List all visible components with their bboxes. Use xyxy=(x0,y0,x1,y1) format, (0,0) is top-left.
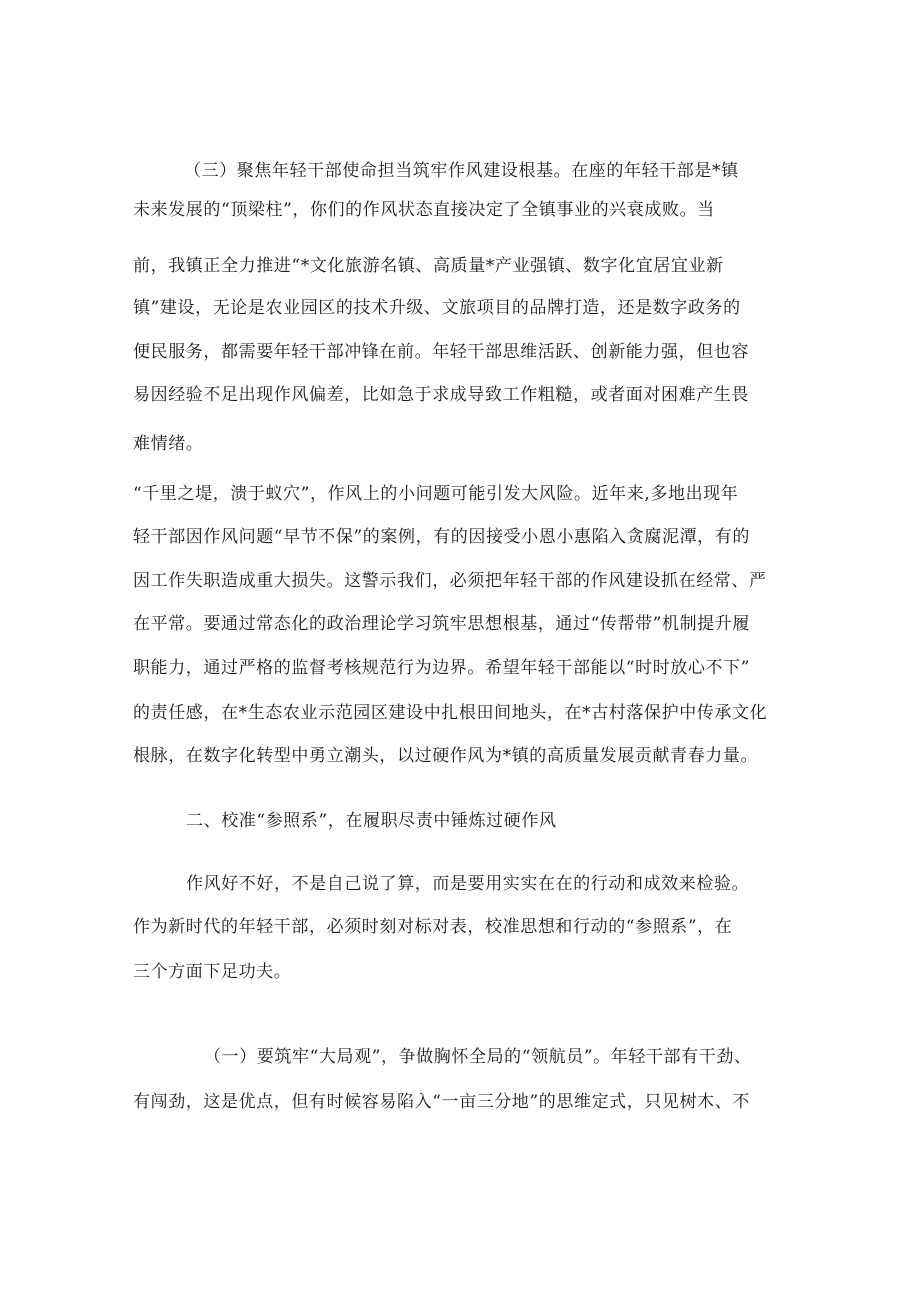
p1-line-5: 便民服务，都需要年轻干部冲锋在前。年轻干部思维活跃、创新能力强，但也容 xyxy=(133,342,749,362)
p1-line-3: 前，我镇正全力推进“*文化旅游名镇、高质量*产业强镇、数字化宜居宜业新 xyxy=(133,256,724,276)
p1-line-7: 难情绪。 xyxy=(133,434,204,454)
p4-line-2: 有闯劲，这是优点，但有时候容易陷入“一亩三分地”的思维定式，只见树木、不 xyxy=(133,1092,750,1112)
section-heading: 二、校准“参照系”，在履职尽责中锤炼过硬作风 xyxy=(186,811,557,831)
p2-line-4: 在平常。要通过常态化的政治理论学习筑牢思想根基，通过“传帮带”机制提升履 xyxy=(133,614,750,634)
p1-line-2: 未来发展的“顶梁柱”，你们的作风状态直接决定了全镇事业的兴衰成败。当 xyxy=(133,200,715,220)
p3-line-2: 作为新时代的年轻干部，必须时刻对标对表，校准思想和行动的“参照系”，在 xyxy=(133,917,733,937)
p1-line-1: （三）聚焦年轻干部使命担当筑牢作风建设根基。在座的年轻干部是*镇 xyxy=(184,161,739,181)
p2-line-5: 职能力，通过严格的监督考核规范行为边界。希望年轻干部能以“时时放心不下” xyxy=(133,658,750,678)
p4-line-1: （一）要筑牢“大局观”，争做胸怀全局的“领航员”。年轻干部有干劲、 xyxy=(204,1047,752,1067)
p2-line-3: 因工作失职造成重大损失。这警示我们，必须把年轻干部的作风建设抓在经常、严 xyxy=(133,571,767,591)
p3-line-1: 作风好不好，不是自己说了算，而是要用实实在在的行动和成效来检验。 xyxy=(186,874,750,894)
p1-line-6: 易因经验不足出现作风偏差，比如急于求成导致工作粗糙，或者面对困难产生畏 xyxy=(133,385,749,405)
p2-line-6: 的责任感，在*生态农业示范园区建设中扎根田间地头，在*古村落保护中传承文化 xyxy=(133,703,768,723)
p3-line-3: 三个方面下足功夫。 xyxy=(133,962,292,982)
p2-line-7: 根脉，在数字化转型中勇立潮头，以过硬作风为*镇的高质量发展贡献青春力量。 xyxy=(133,746,759,766)
p2-line-2: 轻干部因作风问题“早节不保”的案例，有的因接受小恩小惠陷入贪腐泥潭，有的 xyxy=(133,527,750,547)
p2-line-1: “千里之堤，溃于蚁穴”，作风上的小问题可能引发大风险。近年来,多地出现年 xyxy=(133,484,739,504)
p1-line-4: 镇”建设，无论是农业园区的技术升级、文旅项目的品牌打造，还是数字政务的 xyxy=(133,298,741,318)
